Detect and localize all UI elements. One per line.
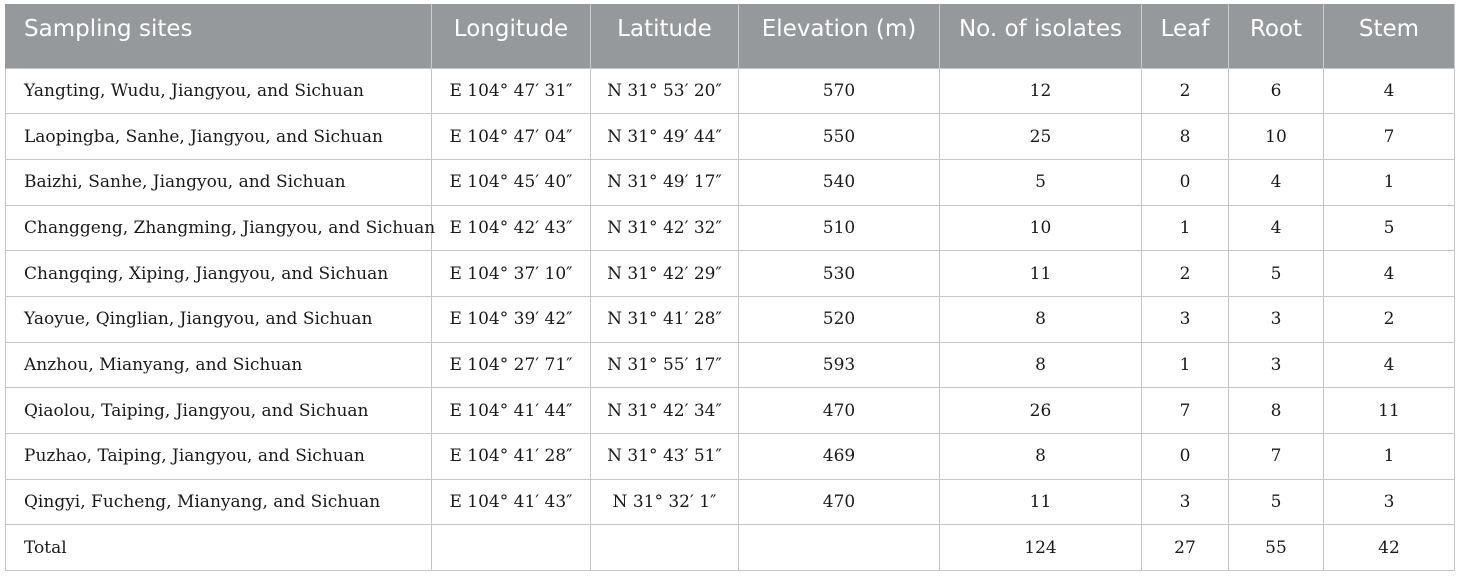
table-row — [6, 251, 1455, 297]
leaf-cell: 0 — [1142, 159, 1229, 205]
stem-cell: 4 — [1324, 68, 1455, 114]
latitude-cell: N 31° 53′ 20″ — [591, 68, 739, 114]
site-cell: Qingyi, Fucheng, Mianyang, and Sichuan — [6, 479, 432, 525]
isolates-cell: 124 — [940, 525, 1142, 571]
stem-cell: 1 — [1324, 159, 1455, 205]
root-cell: 10 — [1229, 114, 1324, 160]
elevation-cell: 593 — [739, 342, 940, 388]
root-cell: 5 — [1229, 479, 1324, 525]
root-cell: 7 — [1229, 434, 1324, 480]
leaf-cell: 8 — [1142, 114, 1229, 160]
root-cell: 3 — [1229, 342, 1324, 388]
table-body — [6, 68, 1455, 571]
longitude-cell: E 104° 47′ 31″ — [432, 68, 591, 114]
site-cell: Anzhou, Mianyang, and Sichuan — [6, 342, 432, 388]
stem-cell: 11 — [1324, 388, 1455, 434]
stem-cell: 3 — [1324, 479, 1455, 525]
stem-cell: 2 — [1324, 296, 1455, 342]
table-row — [6, 159, 1455, 205]
site-cell: Total — [6, 525, 432, 571]
leaf-cell: 1 — [1142, 342, 1229, 388]
isolates-cell: 8 — [940, 342, 1142, 388]
site-cell: Puzhao, Taiping, Jiangyou, and Sichuan — [6, 434, 432, 480]
table-header-row — [6, 4, 1455, 68]
table-row — [6, 68, 1455, 114]
elevation-cell: 530 — [739, 251, 940, 297]
latitude-cell: N 31° 42′ 29″ — [591, 251, 739, 297]
site-cell: Qiaolou, Taiping, Jiangyou, and Sichuan — [6, 388, 432, 434]
longitude-cell: E 104° 41′ 28″ — [432, 434, 591, 480]
latitude-cell: N 31° 42′ 34″ — [591, 388, 739, 434]
latitude-cell — [591, 525, 739, 571]
leaf-cell: 2 — [1142, 251, 1229, 297]
root-cell: 3 — [1229, 296, 1324, 342]
isolates-cell: 8 — [940, 296, 1142, 342]
table-row — [6, 434, 1455, 480]
isolates-cell: 10 — [940, 205, 1142, 251]
isolates-cell: 8 — [940, 434, 1142, 480]
stem-cell: 4 — [1324, 251, 1455, 297]
table-row — [6, 296, 1455, 342]
elevation-cell: 510 — [739, 205, 940, 251]
leaf-cell: 7 — [1142, 388, 1229, 434]
root-cell: 55 — [1229, 525, 1324, 571]
leaf-cell: 0 — [1142, 434, 1229, 480]
site-cell: Laopingba, Sanhe, Jiangyou, and Sichuan — [6, 114, 432, 160]
table-row — [6, 388, 1455, 434]
total-row — [6, 525, 1455, 571]
table-row — [6, 479, 1455, 525]
stem-cell: 7 — [1324, 114, 1455, 160]
stem-cell: 5 — [1324, 205, 1455, 251]
elevation-cell: 540 — [739, 159, 940, 205]
stem-cell: 42 — [1324, 525, 1455, 571]
header-no-of-isolates: No. of isolates — [940, 4, 1142, 68]
latitude-cell: N 31° 41′ 28″ — [591, 296, 739, 342]
latitude-cell: N 31° 32′ 1″ — [591, 479, 739, 525]
isolates-cell: 25 — [940, 114, 1142, 160]
stem-cell: 1 — [1324, 434, 1455, 480]
root-cell: 8 — [1229, 388, 1324, 434]
leaf-cell: 2 — [1142, 68, 1229, 114]
longitude-cell: E 104° 41′ 43″ — [432, 479, 591, 525]
latitude-cell: N 31° 42′ 32″ — [591, 205, 739, 251]
site-cell: Yangting, Wudu, Jiangyou, and Sichuan — [6, 68, 432, 114]
isolates-cell: 12 — [940, 68, 1142, 114]
header-longitude: Longitude — [432, 4, 591, 68]
latitude-cell: N 31° 49′ 44″ — [591, 114, 739, 160]
table-row — [6, 342, 1455, 388]
root-cell: 5 — [1229, 251, 1324, 297]
header-root: Root — [1229, 4, 1324, 68]
longitude-cell: E 104° 39′ 42″ — [432, 296, 591, 342]
isolates-cell: 11 — [940, 251, 1142, 297]
stem-cell: 4 — [1324, 342, 1455, 388]
longitude-cell: E 104° 47′ 04″ — [432, 114, 591, 160]
root-cell: 4 — [1229, 205, 1324, 251]
site-cell: Baizhi, Sanhe, Jiangyou, and Sichuan — [6, 159, 432, 205]
leaf-cell: 3 — [1142, 479, 1229, 525]
site-cell: Changqing, Xiping, Jiangyou, and Sichuan — [6, 251, 432, 297]
header-leaf: Leaf — [1142, 4, 1229, 68]
table-row — [6, 114, 1455, 160]
latitude-cell: N 31° 43′ 51″ — [591, 434, 739, 480]
longitude-cell: E 104° 45′ 40″ — [432, 159, 591, 205]
longitude-cell: E 104° 37′ 10″ — [432, 251, 591, 297]
elevation-cell: 570 — [739, 68, 940, 114]
site-cell: Changgeng, Zhangming, Jiangyou, and Sichuan — [6, 205, 432, 251]
elevation-cell: 470 — [739, 479, 940, 525]
longitude-cell: E 104° 41′ 44″ — [432, 388, 591, 434]
header-sampling-sites: Sampling sites — [6, 4, 432, 68]
longitude-cell — [432, 525, 591, 571]
isolates-cell: 26 — [940, 388, 1142, 434]
root-cell: 4 — [1229, 159, 1324, 205]
isolates-cell: 11 — [940, 479, 1142, 525]
latitude-cell: N 31° 55′ 17″ — [591, 342, 739, 388]
sampling-sites-table — [5, 4, 1455, 571]
table-row — [6, 205, 1455, 251]
elevation-cell: 470 — [739, 388, 940, 434]
elevation-cell — [739, 525, 940, 571]
longitude-cell: E 104° 27′ 71″ — [432, 342, 591, 388]
latitude-cell: N 31° 49′ 17″ — [591, 159, 739, 205]
header-elevation: Elevation (m) — [739, 4, 940, 68]
root-cell: 6 — [1229, 68, 1324, 114]
isolates-cell: 5 — [940, 159, 1142, 205]
elevation-cell: 469 — [739, 434, 940, 480]
elevation-cell: 550 — [739, 114, 940, 160]
elevation-cell: 520 — [739, 296, 940, 342]
header-latitude: Latitude — [591, 4, 739, 68]
site-cell: Yaoyue, Qinglian, Jiangyou, and Sichuan — [6, 296, 432, 342]
longitude-cell: E 104° 42′ 43″ — [432, 205, 591, 251]
leaf-cell: 1 — [1142, 205, 1229, 251]
leaf-cell: 27 — [1142, 525, 1229, 571]
header-stem: Stem — [1324, 4, 1455, 68]
leaf-cell: 3 — [1142, 296, 1229, 342]
